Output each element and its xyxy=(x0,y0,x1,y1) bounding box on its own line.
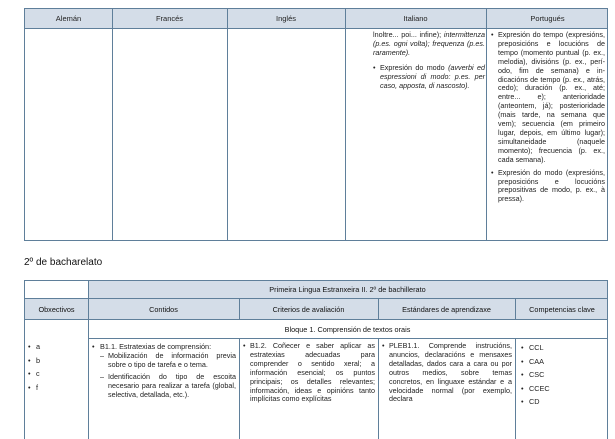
header-aleman: Alemán xyxy=(55,14,82,23)
contidos-cell xyxy=(92,342,236,400)
header-competencias: Competencias clave xyxy=(529,305,595,314)
header-obxectivos: Obxectivos xyxy=(38,305,75,314)
column-divider xyxy=(345,9,346,240)
column-divider xyxy=(239,299,240,320)
bloque-row: Bloque 1. Comprensión de textos orais xyxy=(88,320,607,339)
column-divider xyxy=(112,9,113,240)
column-divider xyxy=(378,299,379,320)
header-contidos: Contidos xyxy=(149,305,178,314)
list-item: • CCL xyxy=(521,343,606,353)
list-item: • a xyxy=(28,342,84,352)
column-divider xyxy=(515,299,516,320)
header-ingles: Inglés xyxy=(275,14,296,23)
header-portugues: Portugués xyxy=(530,14,565,23)
portugues-item-modo: • Expresión do modo (expresións, preposicións e locucións prepositivas de modo, p. ex., à pressa). xyxy=(491,169,605,205)
contidos-main: • B1.1. Estratexias de comprensión: xyxy=(92,342,236,352)
estandares-item: • PLEB1.1. Comprende instrucións, anuncios, declaracións e mensaxes detalladas, dados cara a cara ou por outros medios, sobre temas concretos, en linguaxe estándar e a velocidade normal (por exemplo, declara xyxy=(382,342,512,404)
list-item: • b xyxy=(28,356,84,366)
contidos-sub-item: – Mobilización de información previa sobre o tipo de tarefa e o tema. xyxy=(100,352,236,370)
competencias-cell xyxy=(521,343,606,407)
italiano-cell xyxy=(373,31,485,90)
contidos-sub-item: – Identificación do tipo de escoita necesario para realizar a tarefa (global, selectiva, detallada, etc.). xyxy=(100,373,236,400)
criterios-cell xyxy=(243,342,375,404)
list-item: • CD xyxy=(521,397,606,407)
table-header-row xyxy=(25,299,607,320)
list-item: • CSC xyxy=(521,370,606,380)
obxectivos-cell xyxy=(28,342,84,392)
section-title: 2º de bacharelato xyxy=(24,257,103,268)
column-divider xyxy=(486,9,487,240)
portugues-item-tempo: • Expresión do tempo (expresións, preposicións e locucións de tempo (momento puntual (p. ex., melodia), divisións (p. ex., período, fim de semana) e indicacións de tempo (p. ex., atrás, cedo); duración (p. ex., até; entre... e); anterioridade (anteontem, já); posterioridade (mais tarde, na semana que vem); secuencia (em primeiro lugar, depois, em último lugar); simultaneidade (naquele momento); frecuencia (p. ex., cada semana). xyxy=(491,31,605,165)
column-divider xyxy=(227,9,228,240)
language-comparison-table xyxy=(24,8,608,241)
list-item: • f xyxy=(28,383,84,393)
blank-corner xyxy=(25,281,88,299)
header-frances: Francés xyxy=(155,14,184,23)
criterios-item: • B1.2. Coñecer e saber aplicar as estratexias adecuadas para comprender o sentido xeral; a información esencial; os puntos principais; os detalles relevantes; información, ideas e opinións tanto implícitas como explícitas xyxy=(243,342,375,404)
list-item: • CAA xyxy=(521,357,606,367)
estandares-cell xyxy=(382,342,512,404)
italiano-item: • Expresión do modo (avverbi ed espressioni di modo: p.es. per caso, apposta, di nascosto). xyxy=(373,64,485,91)
column-divider xyxy=(378,339,379,439)
italiano-continuation: lnoltre... poi... infine); intermittenza (p.es. ogni volta); frequenza (p.es. raramente). xyxy=(373,30,485,57)
curriculum-table xyxy=(24,280,608,439)
list-item: • CCEC xyxy=(521,384,606,394)
header-criterios: Criterios de avaliación xyxy=(272,305,345,314)
header-estandares: Estándares de aprendizaxe xyxy=(402,305,491,314)
column-divider xyxy=(515,339,516,439)
portugues-cell xyxy=(491,31,605,204)
header-italiano: Italiano xyxy=(403,14,428,23)
column-divider xyxy=(88,281,89,439)
column-divider xyxy=(239,339,240,439)
table-title: Primeira Lingua Estranxeira II. 2º de bachillerato xyxy=(88,281,607,299)
list-item: • c xyxy=(28,369,84,379)
